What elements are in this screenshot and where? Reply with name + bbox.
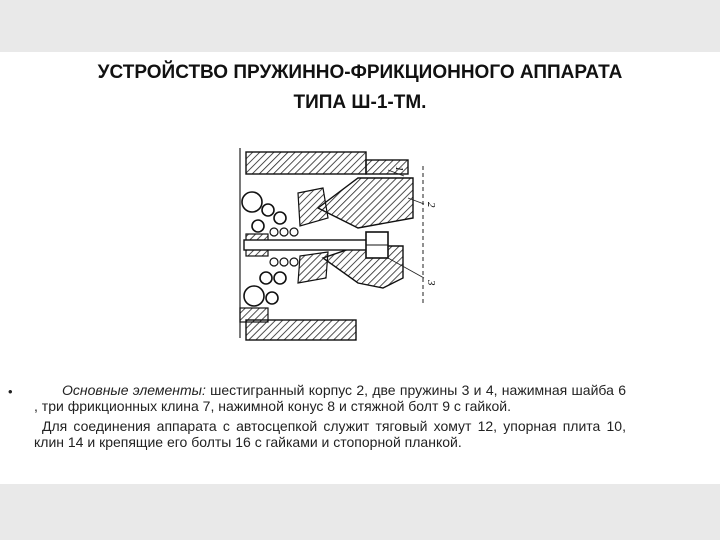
- label-3: 3: [425, 280, 437, 286]
- inner-spring-lower: [270, 258, 298, 266]
- housing-top: [246, 152, 366, 174]
- paragraph-main-elements-text: шестигранный корпус 2, две пружины 3 и 4, нажимная шайба 6 , три фрикционных клина 7, нажимной конус 8 и стяжной болт 9 с гайкой.: [34, 382, 626, 414]
- inner-spring-upper: [270, 228, 298, 236]
- bullet-marker: •: [8, 384, 13, 399]
- tie-bolt: [244, 240, 372, 250]
- label-1: 1: [393, 166, 405, 172]
- description: [34, 382, 626, 450]
- paragraph-lead: Основные элементы:: [62, 382, 206, 398]
- apparatus-drawing: [228, 148, 448, 363]
- label-2: 2: [425, 202, 437, 208]
- slide-title-line-2: ТИПА Ш-1-ТМ.: [293, 92, 427, 113]
- pressure-cone-upper: [318, 178, 413, 228]
- slide: [0, 52, 720, 484]
- outer-spring-upper: [242, 192, 286, 232]
- pressure-cone-lower: [323, 246, 403, 288]
- slide-title: [20, 58, 700, 118]
- friction-wedge-lower: [298, 252, 328, 283]
- paragraph-connection: Для соединения аппарата с автосцепкой служит тяговый хомут 12, упорная плита 10, клин 14 и крепящие его болты 16 с гайками и стопорной планкой.: [34, 418, 626, 450]
- outer-spring-lower: [244, 272, 286, 306]
- paragraph-main-elements: [34, 382, 626, 414]
- slide-title-line-1: УСТРОЙСТВО ПРУЖИННО-ФРИКЦИОННОГО АППАРАТА: [97, 62, 623, 83]
- friction-wedge-upper: [298, 188, 328, 226]
- housing-bottom: [246, 320, 356, 340]
